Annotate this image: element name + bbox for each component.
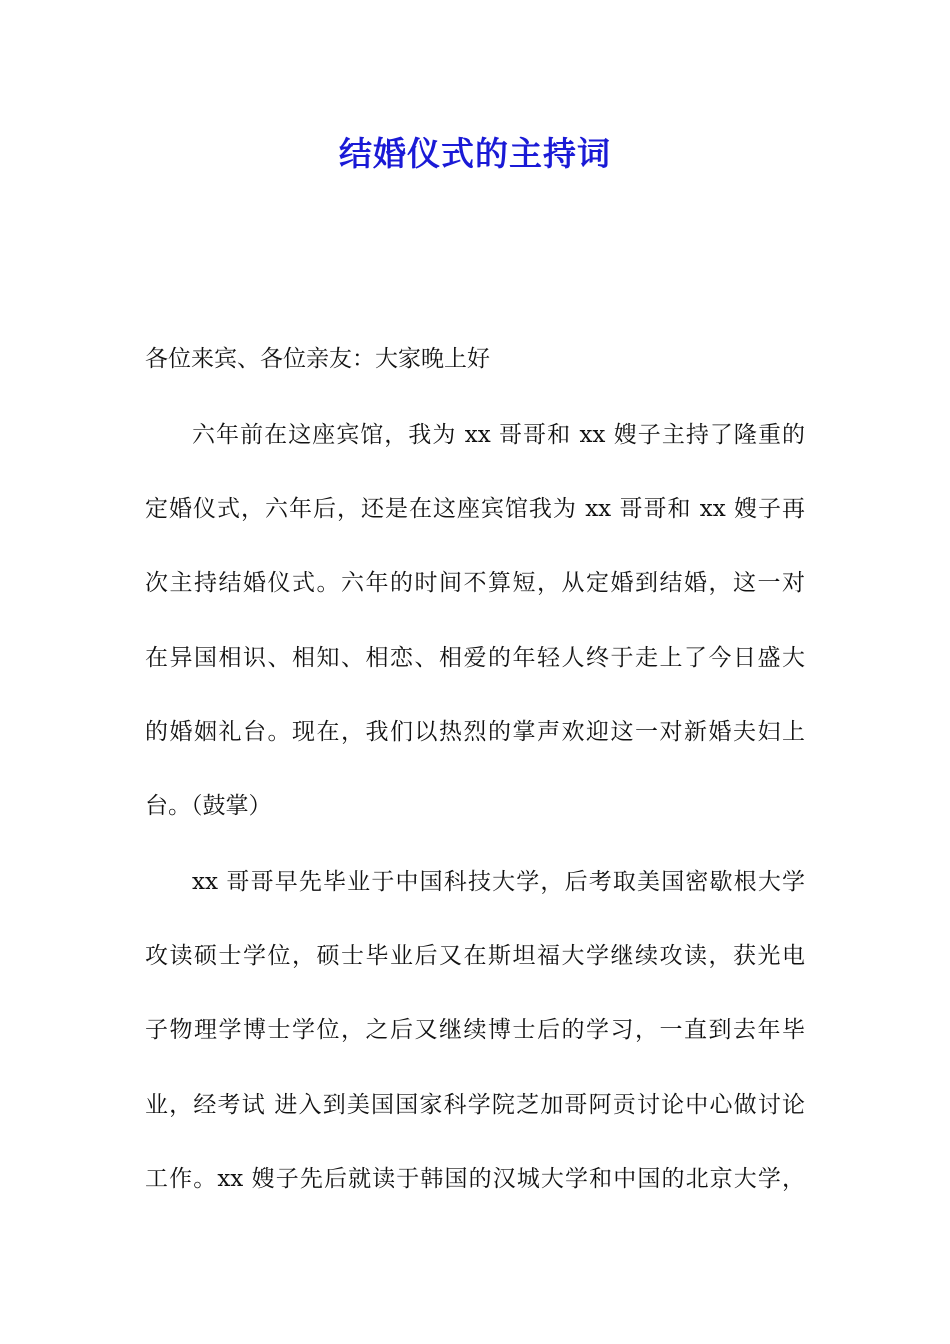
- text-line: 子物理学博士学位，之后又继续博士后的学习，一直到去年毕: [145, 1017, 805, 1043]
- text-line: 的婚姻礼台。现在，我们以热烈的掌声欢迎这一对新婚夫妇上: [145, 719, 805, 745]
- text-line: 工作。xx 嫂子先后就读于韩国的汉城大学和中国的北京大学，: [145, 1166, 805, 1192]
- text-line: xx 哥哥早先毕业于中国科技大学，后考取美国密歇根大学: [192, 869, 805, 895]
- text-line: 在异国相识、相知、相恋、相爱的年轻人终于走上了今日盛大: [145, 645, 805, 671]
- text-line: 各位来宾、各位亲友：大家晚上好: [145, 346, 490, 372]
- text-line: 攻读硕士学位，硕士毕业后又在斯坦福大学继续攻读，获光电: [145, 943, 805, 969]
- text-line: 六年前在这座宾馆，我为 xx 哥哥和 xx 嫂子主持了隆重的: [192, 422, 805, 448]
- text-line: 业，经考试 进入到美国国家科学院芝加哥阿贡讨论中心做讨论: [145, 1092, 805, 1118]
- text-line: 台。（鼓掌）: [145, 793, 272, 819]
- text-line: 次主持结婚仪式。六年的时间不算短，从定婚到结婚，这一对: [145, 570, 805, 596]
- document-title: 结婚仪式的主持词: [339, 134, 611, 173]
- text-line: 定婚仪式，六年后，还是在这座宾馆我为 xx 哥哥和 xx 嫂子再: [145, 496, 805, 522]
